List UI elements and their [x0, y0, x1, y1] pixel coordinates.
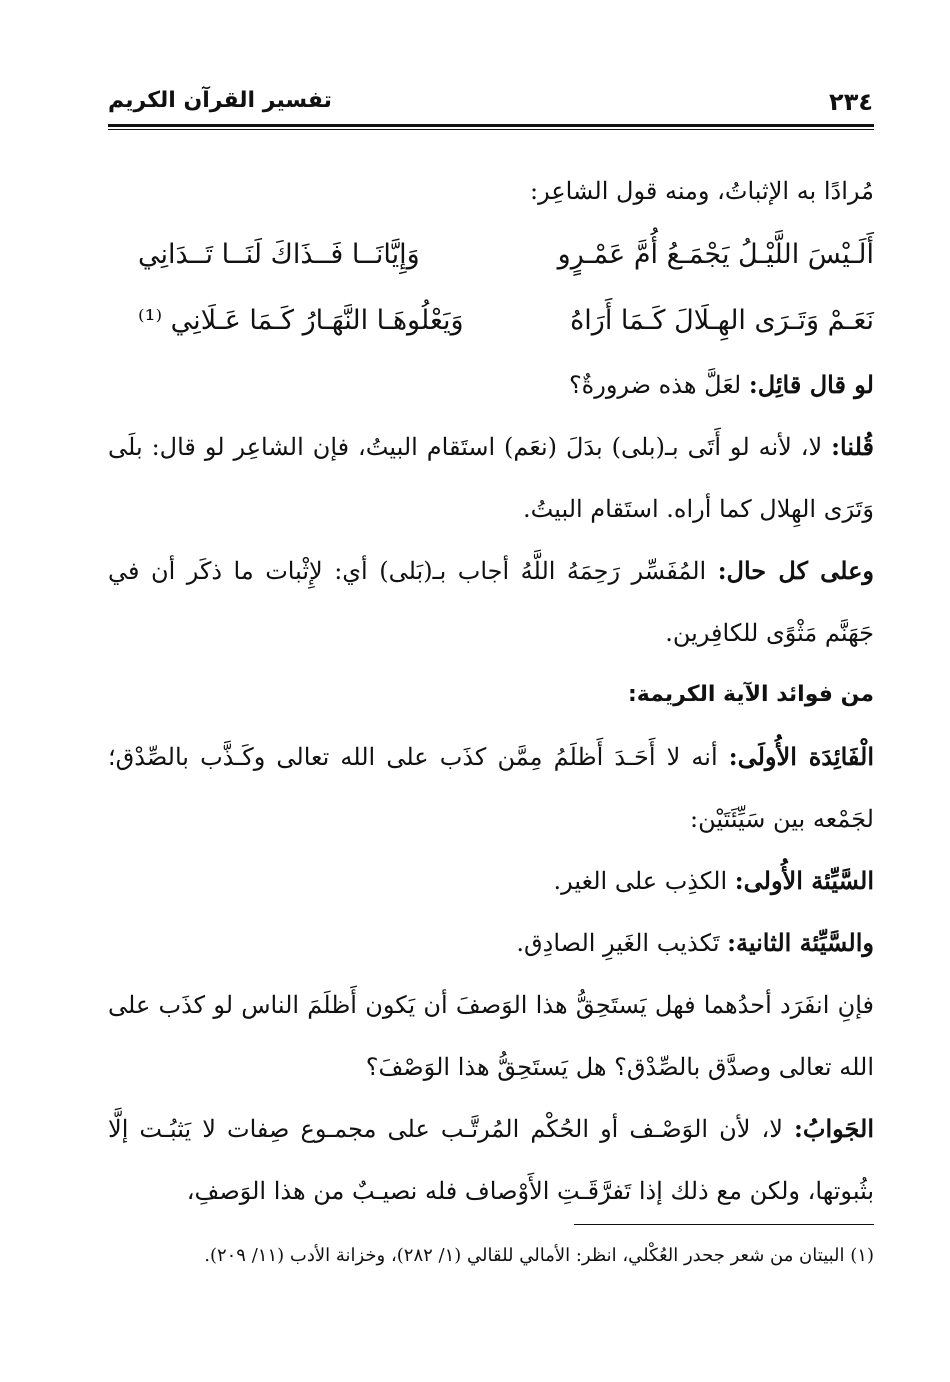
paragraph-answer-2: [108, 1098, 874, 1222]
page-number: ٢٣٤: [829, 88, 873, 116]
paragraph-conclusion: [108, 540, 874, 664]
verse-line-2: [108, 288, 874, 354]
paragraph-benefit-1: [108, 726, 874, 850]
sin-2-lead: والسَّيِّئة الثانية:: [727, 928, 874, 957]
benefit-1-text: أنه لا أَحَـدَ أَظلَمُ مِمَّن كذَب على الله تعالى وكَـذَّب بالصِّدْق؛ لجَمْعه بين سَيِّئَتَيْن:: [108, 743, 874, 833]
benefit-1-lead: الْفَائِدَة الأُولَى:: [728, 742, 874, 771]
footnote: (١) البيتان من شعر جحدر العُكْلي، انظر: الأمالي للقالي (١/ ٢٨٢)، وخزانة الأدب (١١/ ٢٠٩).: [204, 1245, 874, 1266]
verse-line-1: [108, 222, 874, 288]
verse-2-second-hemistich: وَيَعْلُوهَـا النَّهَـارُ كَـمَا عَـلَانِي ⁽¹⁾: [138, 305, 464, 336]
paragraph-sin-2: [108, 912, 874, 974]
paragraph-sin-1: [108, 850, 874, 912]
footnote-separator: [574, 1224, 874, 1225]
answer-lead: قُلنا:: [831, 432, 874, 461]
header-rule-thin: [108, 129, 874, 130]
sin-1-lead: السَّيِّئة الأُولى:: [734, 866, 874, 895]
page-header: [108, 82, 873, 122]
sin-1-text: الكذِب على الغير.: [553, 867, 735, 895]
section-heading: من فوائد الآية الكريمة:: [627, 682, 874, 707]
answer-2-lead: الجَوابُ:: [794, 1114, 874, 1143]
conclusion-lead: وعلى كل حال:: [717, 556, 874, 585]
question-text: لعَلَّ هذه ضرورةٌ؟: [568, 371, 749, 399]
running-title: تفسير القرآن الكريم: [108, 88, 332, 113]
paragraph-answer: [108, 416, 874, 540]
paragraph-question-2: فإنِ انفَرَد أحدُهما فهل يَستَحِقُّ هذا الوَصفَ أن يَكون أَظلَمَ الناس لو كذَب على الله تعالى وصدَّق بالصِّدْق؟ هل يَستَحِقُّ هذا الوَصْفَ؟: [108, 991, 874, 1081]
header-rule-thick: [108, 124, 874, 127]
answer-2-text: لا، لأن الوَصْـف أو الحُكْم المُرتَّـب على مجمـوع صِفات لا يَثبُـت إلَّا بثُبوتها، ولكن مع ذلك إذا تَفرَّقَـتِ الأَوْصاف فله نصيـبٌ من هذا الوَصفِ،: [108, 1115, 874, 1205]
question-lead: لو قال قائِل:: [748, 370, 874, 399]
paragraph-question: [108, 354, 874, 416]
sin-2-text: تَكذيب الغَيرِ الصادِق.: [516, 929, 728, 957]
intro-line: مُرادًا به الإثباتُ، ومنه قول الشاعِر:: [530, 177, 874, 205]
verse-2-first-hemistich: نَعَـمْ وَتَـرَى الهِـلَالَ كَـمَا أَرَاهُ: [570, 305, 874, 336]
verse-1-first-hemistich: أَلَـيْسَ اللَّيْـلُ يَجْمَـعُ أُمَّ عَمْـرٍو: [557, 239, 874, 270]
conclusion-text: المُفَسِّر رَحِمَهُ اللَّهُ أجاب بـ(بَلى) أي: لإِثْبات ما ذكَر أن في جَهَنَّم مَثْوًى للكافِرين.: [108, 557, 874, 647]
verse-1-second-hemistich: وَإِيَّانَــا فَــذَاكَ لَنَــا تَــدَانِي: [138, 239, 420, 270]
main-text: [108, 160, 874, 1222]
answer-text: لا، لأنه لو أَتَى بـ(بلى) بدَلَ (نعَم) استَقام البيتُ، فإن الشاعِر لو قال: بلَى وَتَرَى الهِلال كما أراه. استَقام البيتُ.: [108, 433, 874, 523]
